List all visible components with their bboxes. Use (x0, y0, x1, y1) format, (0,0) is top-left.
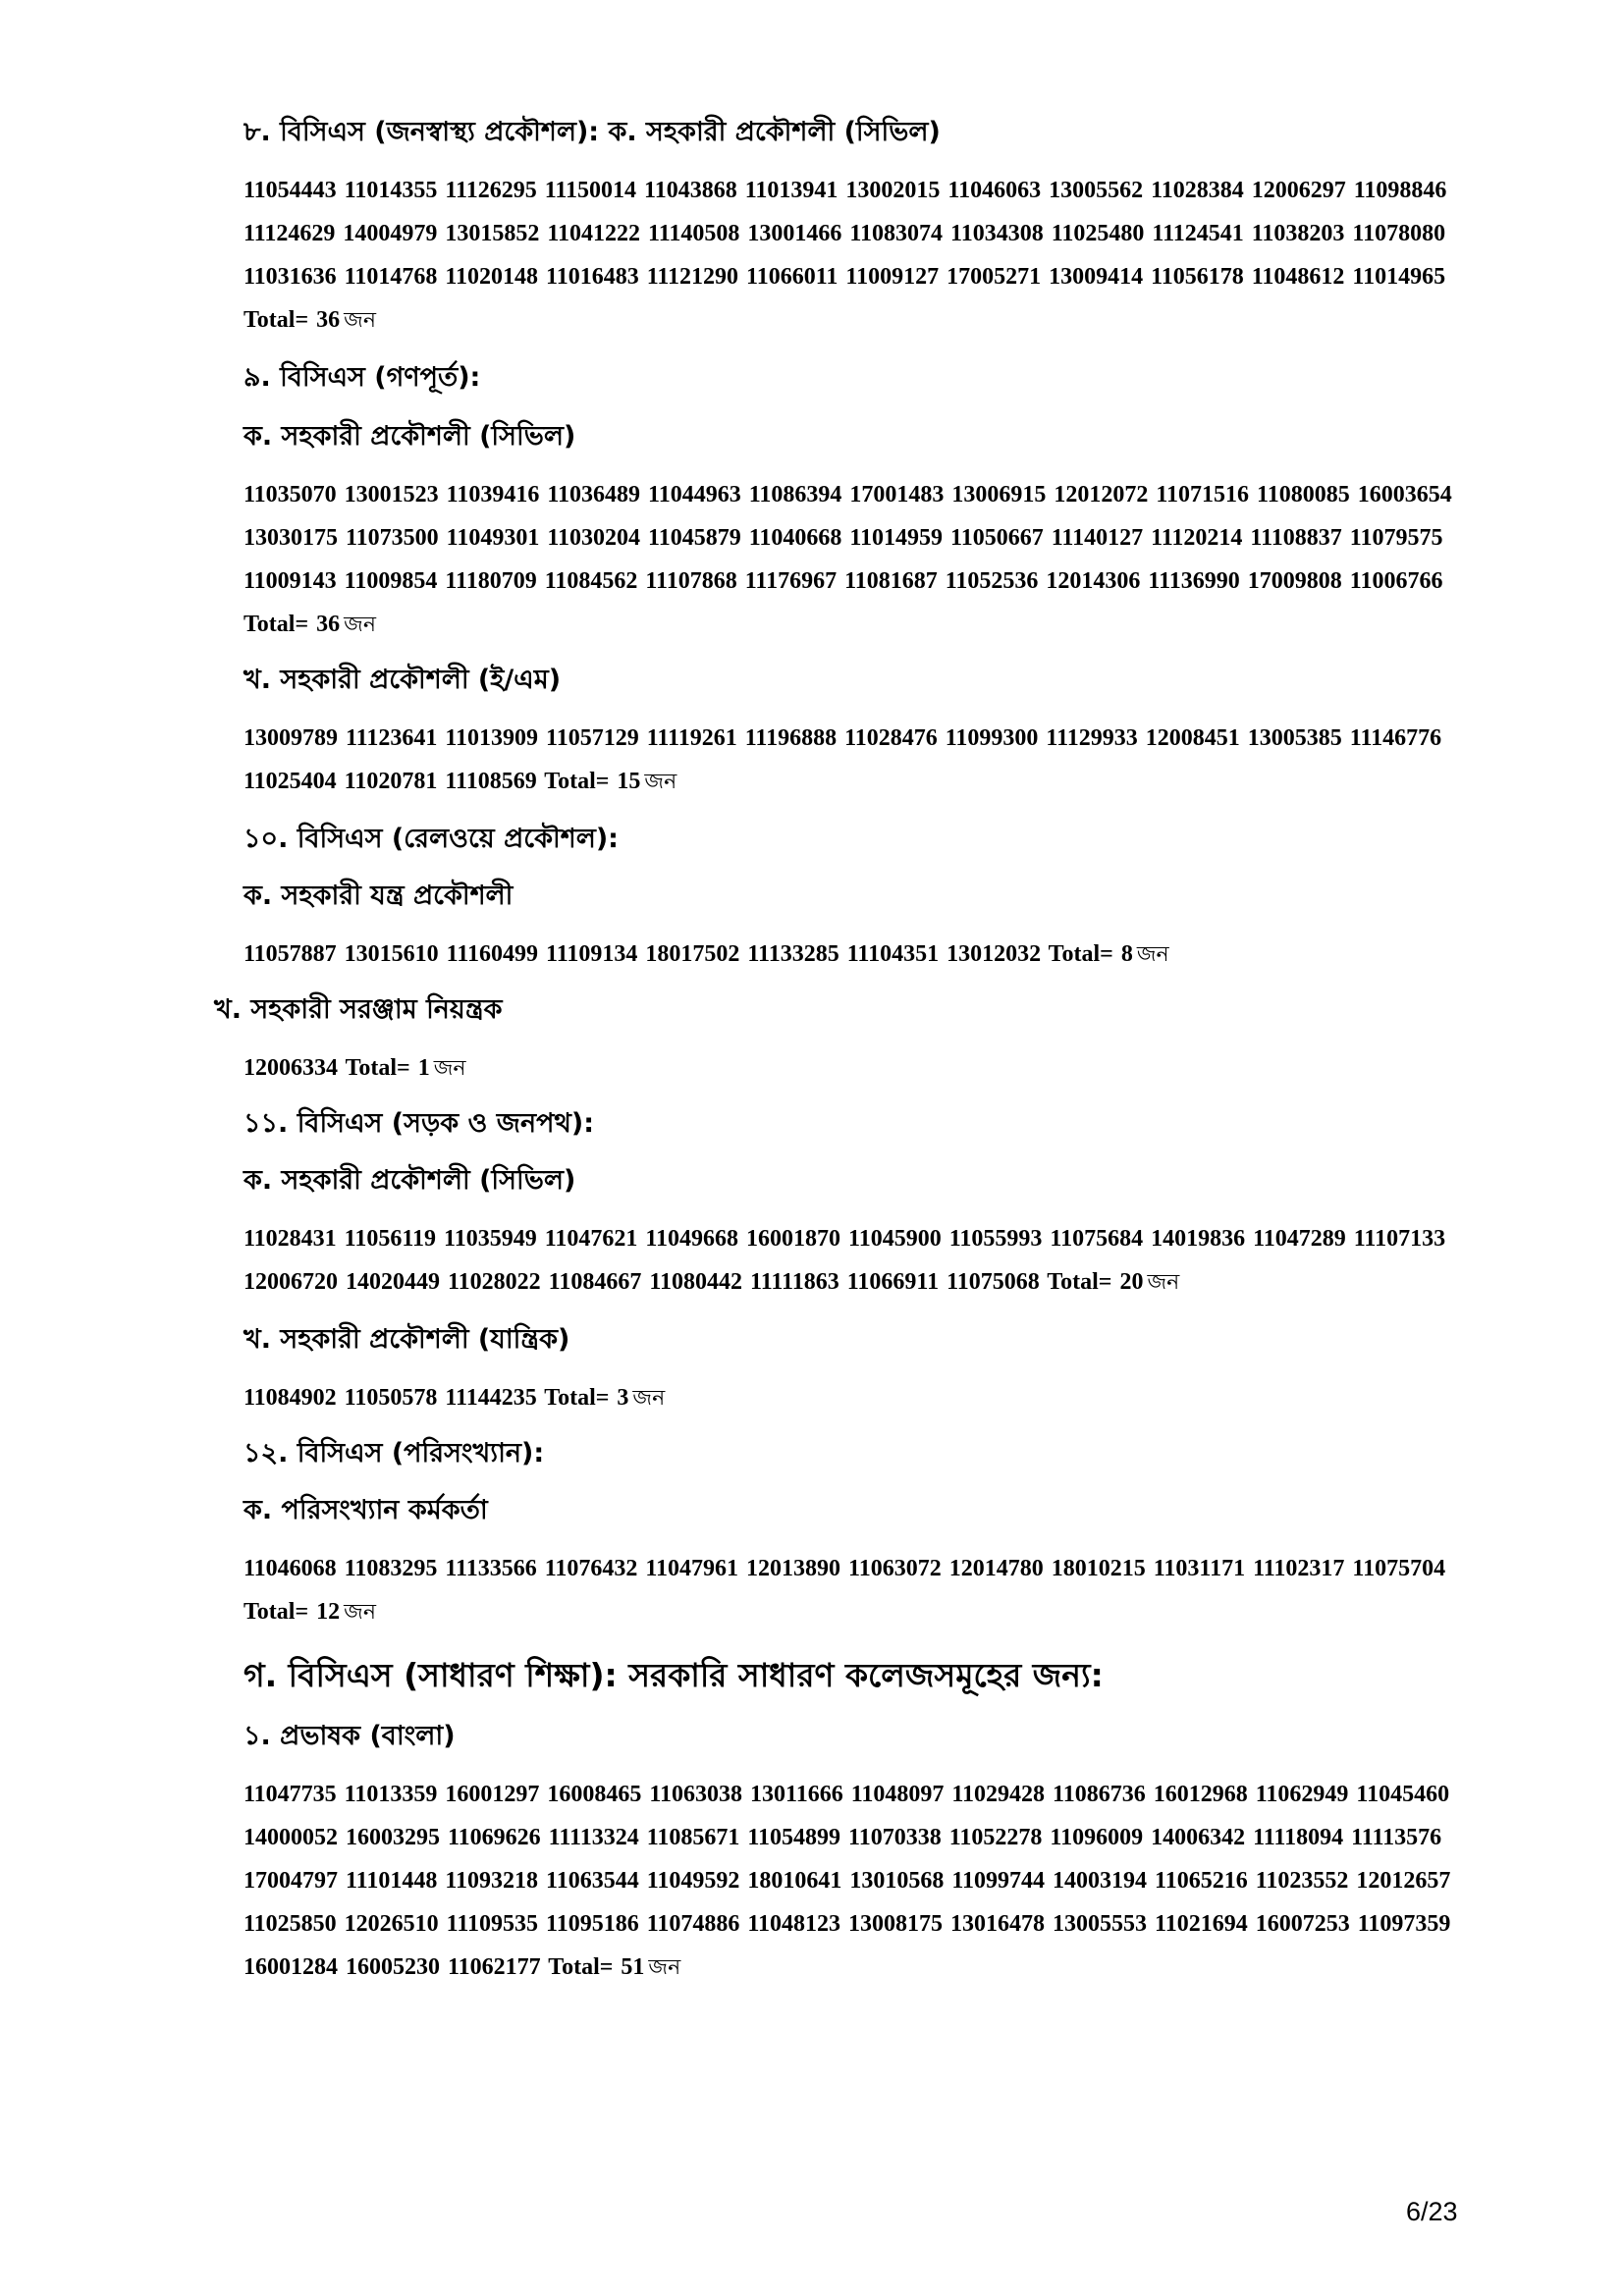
roll-number-list (243, 933, 1471, 977)
roll-number-list (243, 1376, 1471, 1420)
roll-number-list (243, 1046, 1471, 1091)
subsection-heading: খ. সহকারী প্রকৌশলী (যান্ত্রিক) (243, 1324, 570, 1355)
subsection-heading: খ. সহকারী সরঞ্জাম নিয়ন্ত্রক (214, 994, 503, 1025)
roll-numbers: 13009789 11123641 11013909 11057129 11119261 11196888 11028476 11099300 11129933 12008451 13005385 11146776 11025404 11020781 11108569 (243, 725, 1442, 794)
roll-number-list (243, 1547, 1471, 1634)
roll-numbers: 11028431 11056119 11035949 11047621 11049668 16001870 11045900 11055993 11075684 14019836 11047289 11107133 12006720 14020449 11028022 11084667 11080442 11111863 11066911 11075068 (243, 1226, 1446, 1295)
total-count: Total= 36 (243, 307, 341, 333)
roll-number-list (243, 1773, 1471, 1990)
roll-number-list (243, 473, 1471, 647)
subsection-heading: খ. সহকারী প্রকৌশলী (ই/এম) (243, 665, 562, 695)
page-number: 6/23 (1406, 2197, 1458, 2226)
subsection-heading: ক. সহকারী প্রকৌশলী (সিভিল) (243, 421, 576, 452)
section-heading: ১১. বিসিএস (সড়ক ও জনপথ): (243, 1108, 595, 1139)
total-count: Total= 20 (1047, 1269, 1144, 1295)
roll-numbers: 11057887 13015610 11160499 11109134 18017502 11133285 11104351 13012032 (243, 941, 1042, 967)
roll-numbers: 11047735 11013359 16001297 16008465 11063038 13011666 11048097 11029428 11086736 16012968 11062949 11045460 14000052 16003295 11069626 11113324 11085671 11054899 11070338 11052278 11096009 14006342 11118094 11113576 17004797 11101448 11093218 11063544 11049592 18010641 13010568 11099744 14003194 11065216 11023552 12012657 11025850 12026510 11109535 11095186 11074886 11048123 13008175 13016478 13005553 11021694 16007253 11097359 16001284 16005230 11062177 (243, 1782, 1451, 1980)
total-count: Total= 3 (544, 1385, 629, 1411)
section-heading: ৮. বিসিএস (জনস্বাস্থ্য প্রকৌশল): ক. সহকারী প্রকৌশলী (সিভিল) (243, 117, 941, 147)
unit-label: জন (344, 613, 376, 637)
roll-numbers: 12006334 (243, 1055, 338, 1081)
section-heading: ১০. বিসিএস (রেলওয়ে প্রকৌশল): (243, 824, 619, 854)
roll-numbers: 11084902 11050578 11144235 (243, 1385, 537, 1411)
subsection-heading: ক. সহকারী যন্ত্র প্রকৌশলী (243, 881, 514, 911)
unit-label: জন (344, 308, 376, 333)
roll-number-list (243, 1217, 1471, 1305)
subsection-heading: ক. পরিসংখ্যান কর্মকর্তা (243, 1495, 488, 1525)
unit-label: জন (632, 1386, 666, 1411)
roll-numbers: 11046068 11083295 11133566 11076432 11047961 12013890 11063072 12014780 18010215 11031171 11102317 11075704 (243, 1556, 1446, 1581)
unit-label: জন (644, 770, 677, 794)
subsection-heading: ক. সহকারী প্রকৌশলী (সিভিল) (243, 1165, 576, 1196)
roll-number-list (243, 169, 1471, 343)
unit-label: জন (1136, 942, 1169, 967)
section-heading: ১২. বিসিএস (পরিসংখ্যান): (243, 1438, 545, 1468)
roll-number-list (243, 717, 1471, 804)
total-count: Total= 12 (243, 1599, 341, 1625)
total-count: Total= 8 (1048, 941, 1133, 967)
unit-label: জন (433, 1056, 466, 1081)
unit-label: জন (1147, 1270, 1180, 1295)
subsection-heading: ১. প্রভাষক (বাংলা) (243, 1721, 456, 1751)
roll-numbers: 11054443 11014355 11126295 11150014 11043868 11013941 13002015 11046063 13005562 11028384 12006297 11098846 11124629 14004979 13015852 11041222 11140508 13001466 11083074 11034308 11025480 11124541 11038203 11078080 11031636 11014768 11020148 11016483 11121290 11066011 11009127 17005271 13009414 11056178 11048612 11014965 (243, 178, 1447, 290)
roll-numbers: 11035070 13001523 11039416 11036489 11044963 11086394 17001483 13006915 12012072 11071516 11080085 16003654 13030175 11073500 11049301 11030204 11045879 11040668 11014959 11050667 11140127 11120214 11108837 11079575 11009143 11009854 11180709 11084562 11107868 11176967 11081687 11052536 12014306 11136990 17009808 11006766 (243, 482, 1452, 594)
total-count: Total= 1 (345, 1055, 430, 1081)
unit-label: জন (648, 1955, 681, 1980)
total-count: Total= 51 (548, 1954, 645, 1980)
section-heading: ৯. বিসিএস (গণপূর্ত): (243, 362, 481, 393)
unit-label: জন (344, 1600, 376, 1625)
total-count: Total= 15 (544, 769, 641, 794)
major-section-heading: গ. বিসিএস (সাধারণ শিক্ষা): সরকারি সাধারণ কলেজসমূহের জন্য: (243, 1656, 1104, 1694)
total-count: Total= 36 (243, 612, 341, 637)
